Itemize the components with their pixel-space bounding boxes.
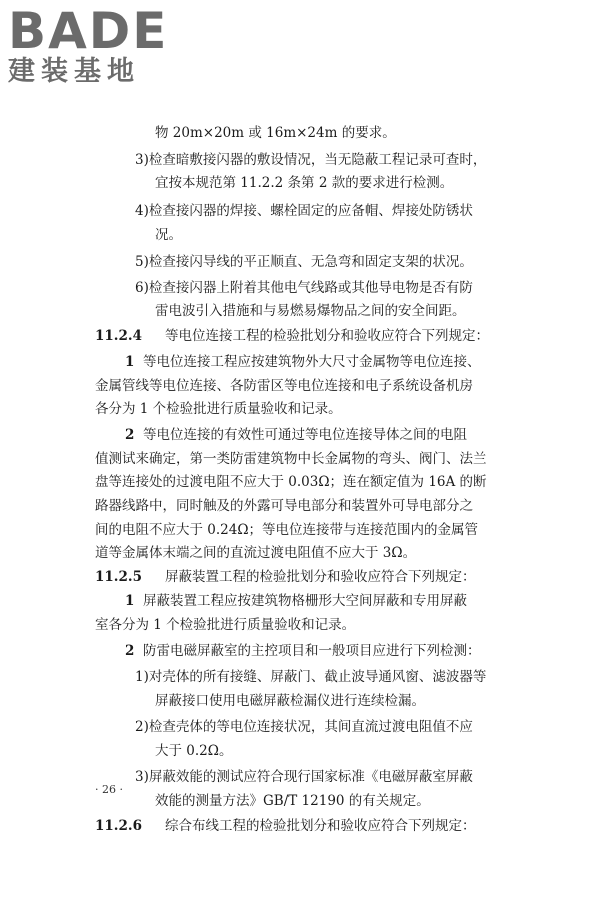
line-text: 间的电阻不应大于 0.24Ω；等电位连接带与连接范围内的金属管 <box>95 522 479 538</box>
line-text: 3)检查暗敷接闪器的敷设情况，当无隐蔽工程记录可查时， <box>135 152 487 168</box>
line-text: 2)检查壳体的等电位连接状况，其间直流过渡电阻值不应 <box>135 719 473 735</box>
clause-line <box>95 818 476 835</box>
line-text: 等电位连接工程的检验批划分和验收应符合下列规定： <box>165 328 489 344</box>
line-text: 3)屏蔽效能的测试应符合现行国家标准《电磁屏蔽室屏蔽 <box>135 769 473 785</box>
line-text: 综合布线工程的检验批划分和验收应符合下列规定： <box>165 818 476 834</box>
logo-brand-text: BADE <box>8 2 169 60</box>
line-text: 1)对壳体的所有接缝、屏蔽门、截止波导通风窗、滤波器等 <box>135 669 487 685</box>
line-text: 物 20m×20m 或 16m×24m 的要求。 <box>155 125 396 141</box>
clause-number: 1 <box>125 354 135 370</box>
text-line <box>155 303 466 320</box>
text-line <box>95 522 478 539</box>
page-number: · 26 · <box>95 783 123 796</box>
text-line <box>135 769 473 786</box>
clause-line <box>95 328 489 345</box>
text-line <box>135 280 473 297</box>
text-line <box>95 451 487 468</box>
text-line <box>155 175 453 192</box>
text-line <box>155 227 182 244</box>
text-line <box>135 254 473 271</box>
line-text: 道等金属体末端之间的直流过渡电阻值不应大于 3Ω。 <box>95 545 417 561</box>
line-text: 雷电波引入措施和与易燃易爆物品之间的安全间距。 <box>155 303 466 319</box>
text-line <box>135 719 473 736</box>
line-text: 效能的测量方法》GB/T 12190 的有关规定。 <box>155 793 430 809</box>
line-text: 5)检查接闪导线的平正顺直、无急弯和固定支架的状况。 <box>135 254 473 270</box>
text-line <box>155 693 425 710</box>
line-text: 路器线路中，同时触及的外露可导电部分和装置外可导电部分之 <box>95 498 473 514</box>
brand-logo <box>8 4 178 94</box>
text-line <box>135 203 473 220</box>
clause-number: 2 <box>125 427 135 443</box>
line-text: 屏蔽接口使用电磁屏蔽检漏仪进行连续检漏。 <box>155 693 425 709</box>
text-line <box>95 474 487 491</box>
line-text: 金属管线等电位连接、各防雷区等电位连接和电子系统设备机房 <box>95 378 473 394</box>
clause-line <box>125 354 481 371</box>
logo-subtitle: 建装基地 <box>8 56 140 87</box>
line-text: 屏蔽装置工程的检验批划分和验收应符合下列规定： <box>165 569 476 585</box>
clause-line <box>125 593 467 610</box>
text-line <box>95 545 416 562</box>
line-text: 6)检查接闪器上附着其他电气线路或其他导电物是否有防 <box>135 280 473 296</box>
line-text: 况。 <box>155 227 182 243</box>
line-text: 盘等连接处的过渡电阻不应大于 0.03Ω；连在额定值为 16A 的断 <box>95 474 487 490</box>
clause-line <box>125 427 467 444</box>
clause-number: 1 <box>125 593 135 609</box>
line-text: 屏蔽装置工程应按建筑物格栅形大空间屏蔽和专用屏蔽 <box>143 593 467 609</box>
text-line <box>155 125 396 142</box>
line-text: 室各分为 1 个检验批进行质量验收和记录。 <box>95 617 356 633</box>
clause-number: 11.2.5 <box>95 569 142 585</box>
text-line <box>155 793 430 810</box>
line-text: 4)检查接闪器的焊接、螺栓固定的应备帽、焊接处防锈状 <box>135 203 473 219</box>
line-text: 等电位连接的有效性可通过等电位连接导体之间的电阻 <box>143 427 467 443</box>
clause-line <box>125 643 481 660</box>
text-line <box>95 498 473 515</box>
text-line <box>135 669 486 686</box>
line-text: 宜按本规范第 11.2.2 条第 2 款的要求进行检测。 <box>155 175 454 191</box>
clause-number: 11.2.6 <box>95 818 142 834</box>
line-text: 值测试来确定，第一类防雷建筑物中长金属物的弯头、阀门、法兰 <box>95 451 487 467</box>
line-text: 防雷电磁屏蔽室的主控项目和一般项目应进行下列检测： <box>143 643 481 659</box>
text-line <box>95 617 355 634</box>
clause-number: 11.2.4 <box>95 328 142 344</box>
line-text: 等电位连接工程应按建筑物外大尺寸金属物等电位连接、 <box>143 354 481 370</box>
clause-number: 2 <box>125 643 135 659</box>
text-line <box>155 743 232 760</box>
text-line <box>95 401 342 418</box>
line-text: 大于 0.2Ω。 <box>155 743 233 759</box>
line-text: 各分为 1 个检验批进行质量验收和记录。 <box>95 401 342 417</box>
text-line <box>95 378 473 395</box>
clause-line <box>95 569 476 586</box>
text-line <box>135 152 486 169</box>
